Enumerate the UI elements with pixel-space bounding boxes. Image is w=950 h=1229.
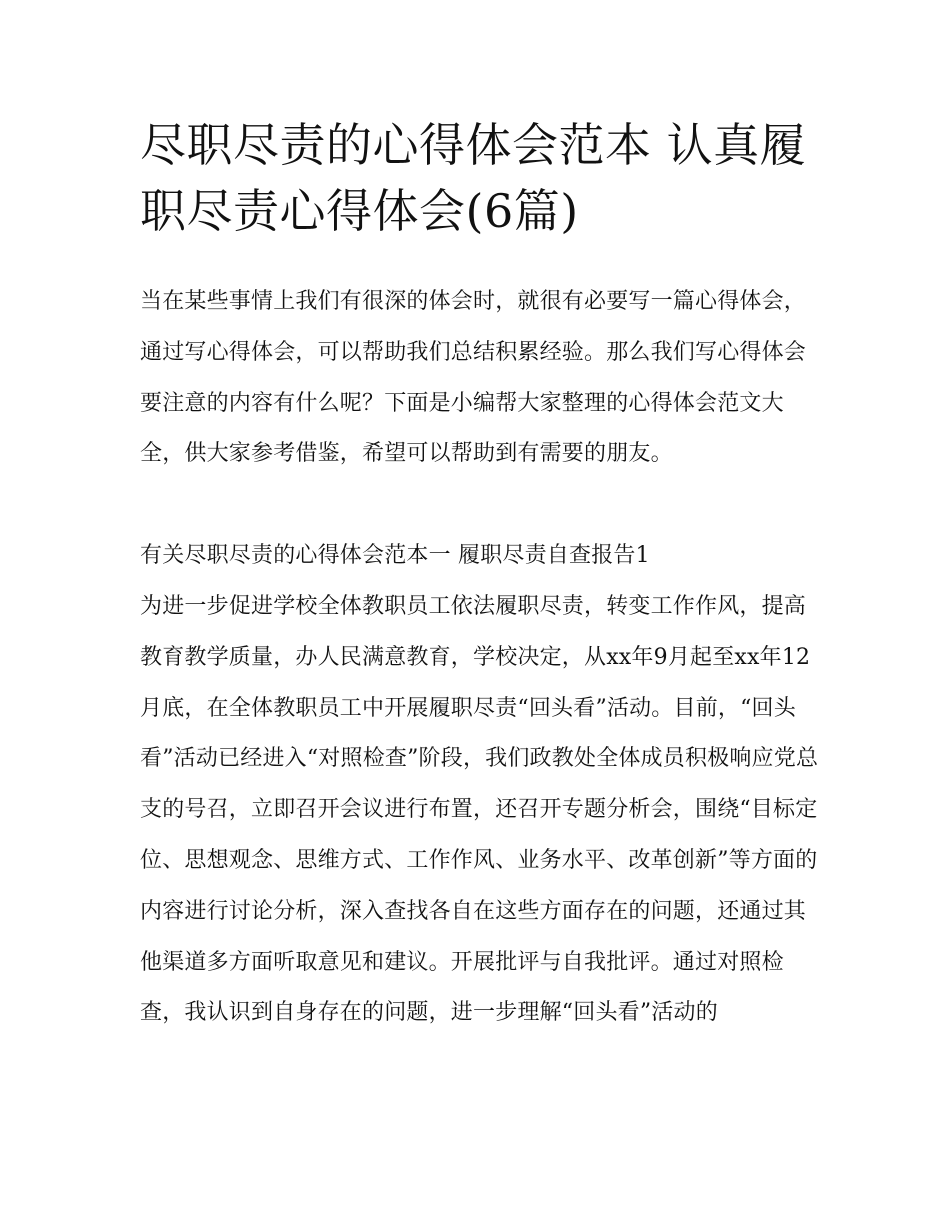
section-body-paragraph: 为进一步促进学校全体教职员工依法履职尽责，转变工作作风，提高教育教学质量，办人民满意教育，学校决定，从xx年9月起至xx年12月底，在全体教职员工中开展履职尽责“回头看”活动。目前，“回头看”活动已经进入“对照检查”阶段，我们政教处全体成员积极响应党总支的号召，立即召开会议进行布置，还召开专题分析会，围绕“目标定位、思想观念、思维方式、工作作风、业务水平、改革创新”等方面的内容进行讨论分析，深入查找各自在这些方面存在的问题，还通过其他渠道多方面听取意见和建议。开展批评与自我批评。通过对照检查，我认识到自身存在的问题，进一步理解“回头看”活动的 [140, 594, 819, 1026]
document-title: 尽职尽责的心得体会范本 认真履职尽责心得体会(6篇) [140, 118, 807, 238]
section-heading: 有关尽职尽责的心得体会范本一 履职尽责自查报告1 [140, 543, 650, 568]
intro-paragraph: 当在某些事情上我们有很深的体会时，就很有必要写一篇心得体会，通过写心得体会，可以帮助我们总结积累经验。那么我们写心得体会要注意的内容有什么呢？下面是小编帮大家整理的心得体会范文大全，供大家参考借鉴，希望可以帮助到有需要的朋友。 [140, 289, 807, 467]
